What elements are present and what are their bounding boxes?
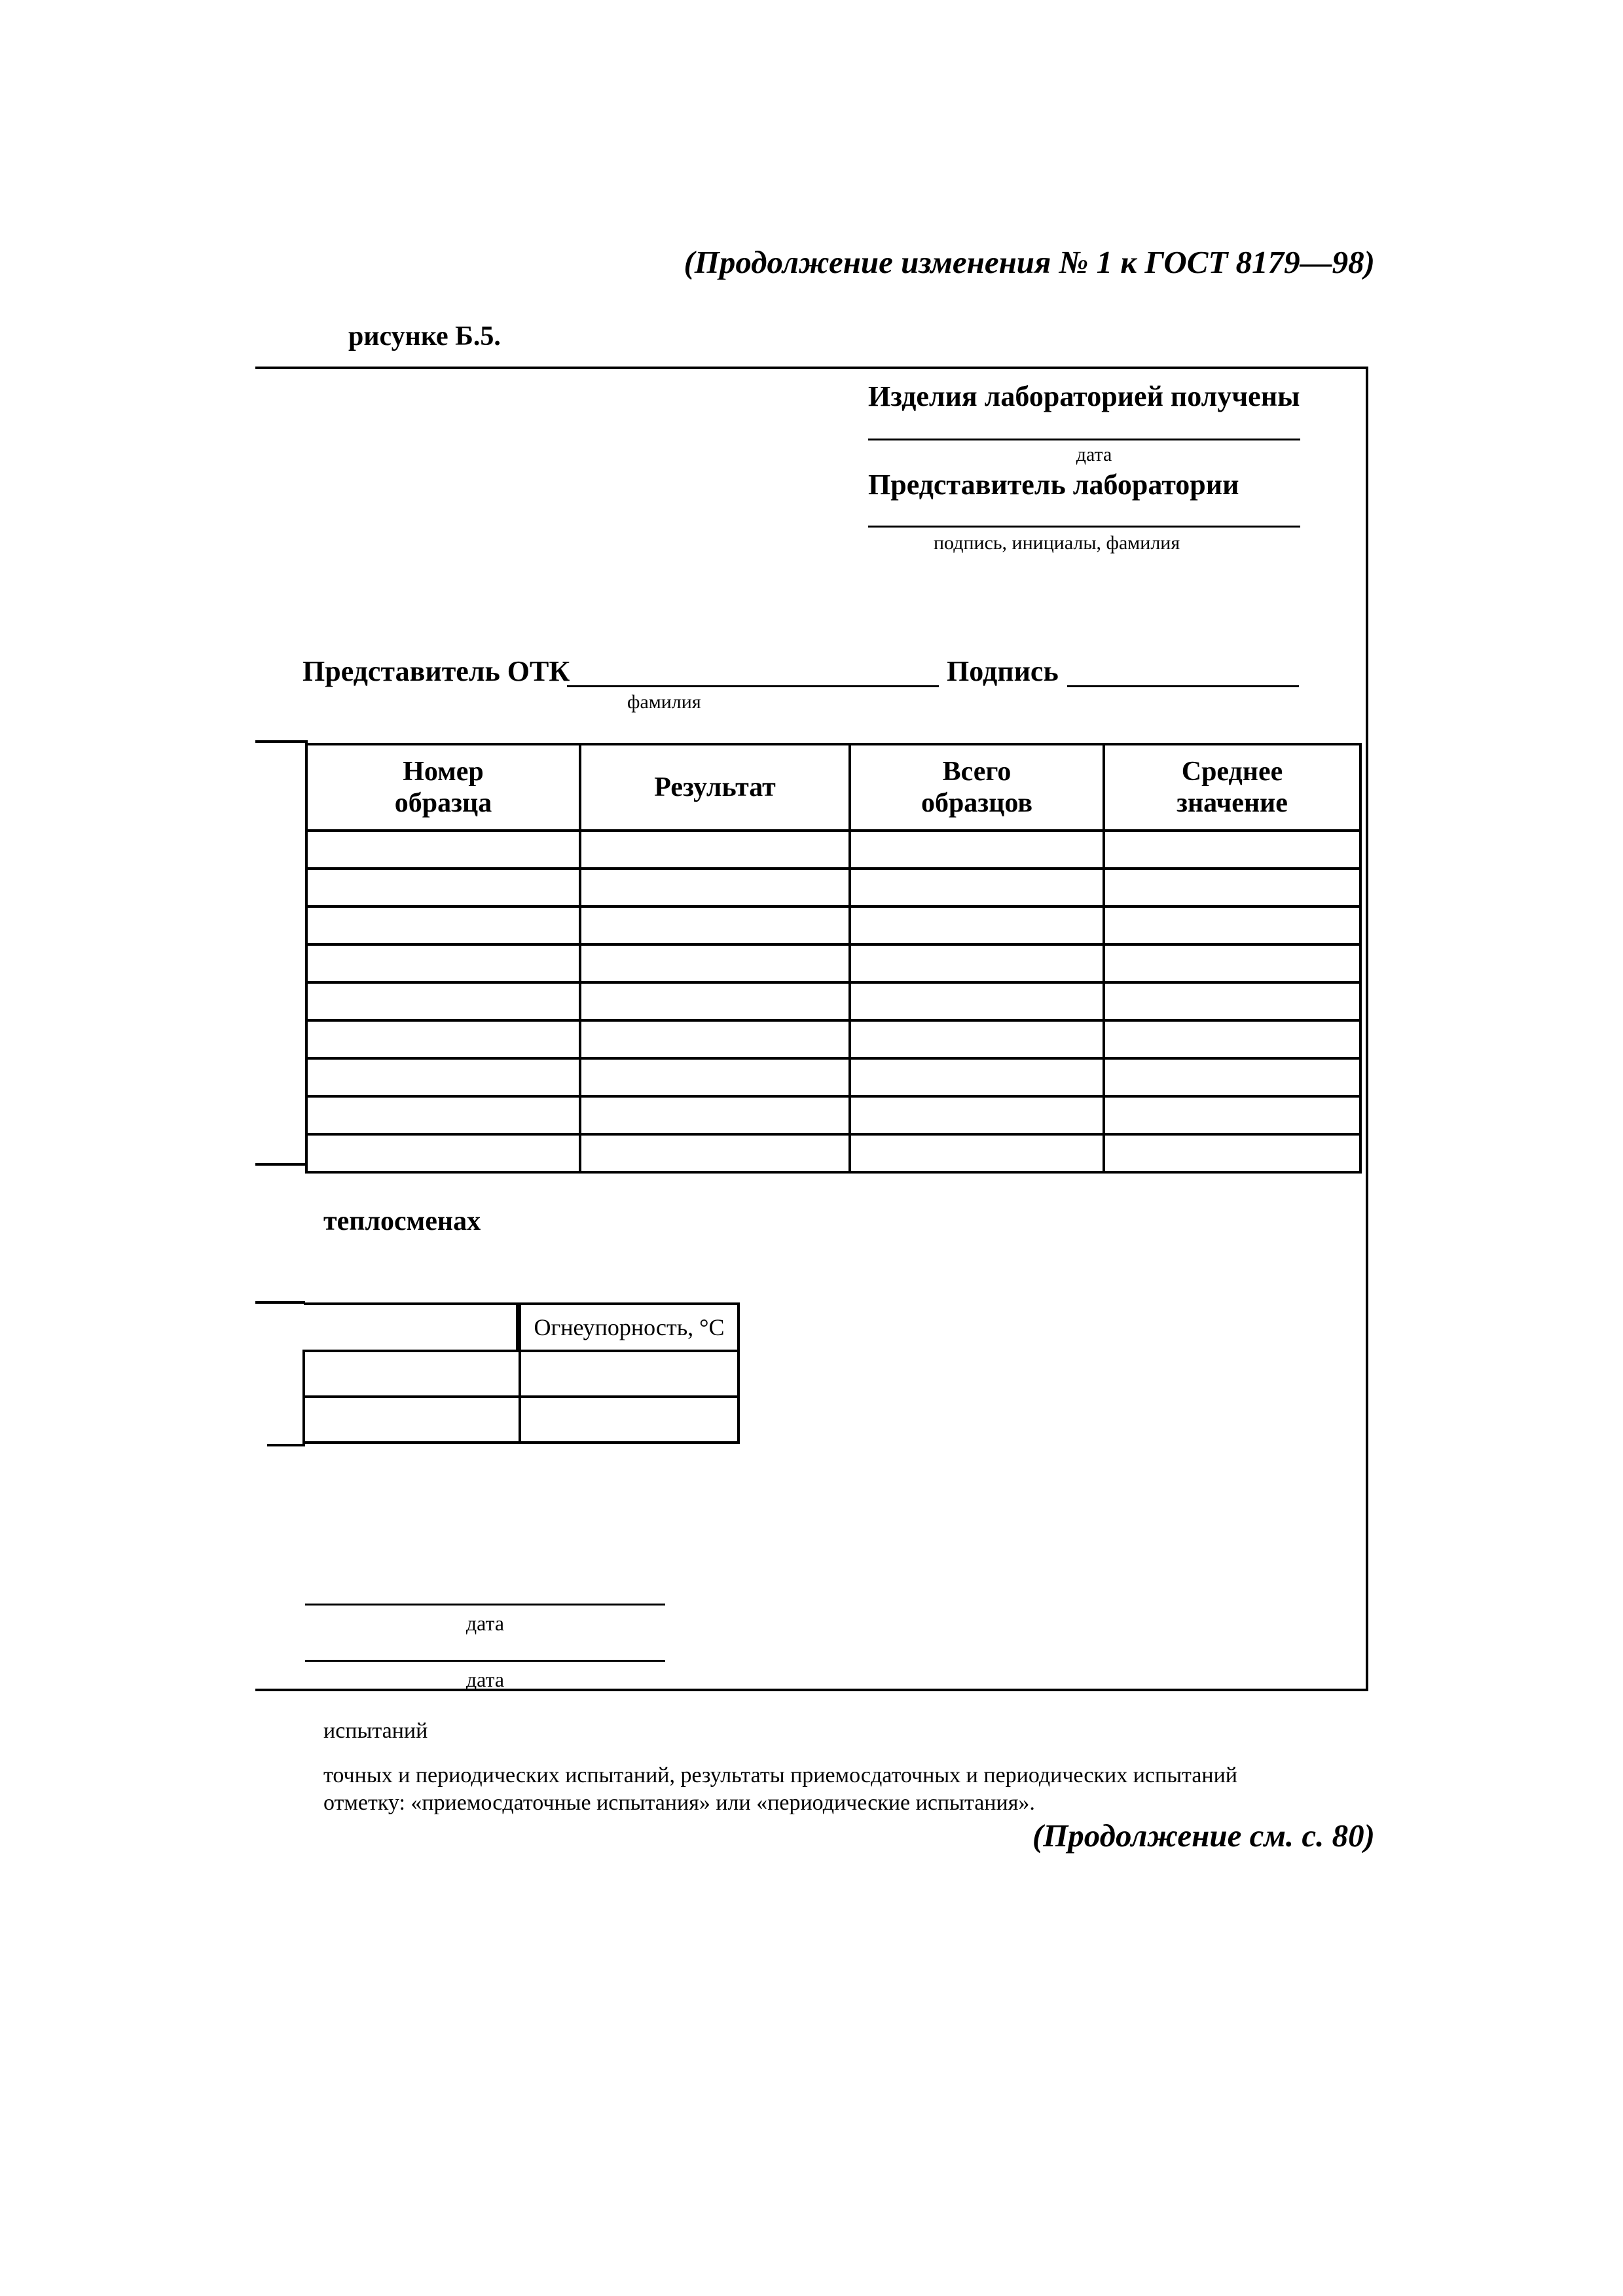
thermal-cycles-label: теплосменах bbox=[323, 1206, 481, 1236]
table-cell[interactable] bbox=[580, 1134, 850, 1172]
results-table-header-row bbox=[306, 744, 1360, 831]
received-date-line[interactable] bbox=[868, 439, 1300, 440]
table-cell[interactable] bbox=[306, 1134, 580, 1172]
table-cell[interactable] bbox=[304, 1351, 520, 1397]
table-cell[interactable] bbox=[306, 1020, 580, 1058]
otk-signature-line[interactable] bbox=[1067, 685, 1299, 687]
table-cell[interactable] bbox=[850, 831, 1104, 869]
table-cell[interactable] bbox=[1104, 1020, 1360, 1058]
table-cell[interactable] bbox=[580, 906, 850, 944]
table-cell[interactable] bbox=[520, 1351, 739, 1397]
table-row bbox=[306, 1096, 1360, 1134]
col-average-value: Среднее значение bbox=[1104, 744, 1360, 831]
table-cell[interactable] bbox=[580, 869, 850, 906]
table-cell[interactable] bbox=[850, 944, 1104, 982]
lab-representative-label: Представитель лаборатории bbox=[868, 469, 1239, 501]
table-cell[interactable] bbox=[1104, 869, 1360, 906]
footer-line-3: отметку: «приемосдаточные испытания» или «периодические испытания». bbox=[323, 1791, 1035, 1815]
table-row bbox=[306, 1058, 1360, 1096]
continuation-footer: (Продолжение см. с. 80) bbox=[1032, 1818, 1375, 1854]
table-cell[interactable] bbox=[580, 944, 850, 982]
table-cell[interactable] bbox=[306, 944, 580, 982]
table-cell[interactable] bbox=[850, 1134, 1104, 1172]
table-cell[interactable] bbox=[850, 906, 1104, 944]
table-row bbox=[306, 1134, 1360, 1172]
figure-reference: рисунке Б.5. bbox=[348, 321, 501, 351]
table-cell[interactable] bbox=[580, 1020, 850, 1058]
frame-right-border bbox=[1366, 367, 1368, 1690]
date-caption-1: дата bbox=[465, 1611, 505, 1635]
table-cell[interactable] bbox=[306, 869, 580, 906]
table-row bbox=[306, 906, 1360, 944]
col-result: Результат bbox=[580, 744, 850, 831]
table-cell[interactable] bbox=[304, 1397, 520, 1443]
col-sample-number: Номер образца bbox=[306, 744, 580, 831]
otk-name-caption: фамилия bbox=[627, 691, 701, 713]
table-row bbox=[306, 1020, 1360, 1058]
col-refractoriness: Огнеупорность, °С bbox=[520, 1304, 739, 1351]
table-row bbox=[304, 1397, 739, 1443]
refractory-header-blank bbox=[304, 1304, 520, 1351]
table-cell[interactable] bbox=[580, 1058, 850, 1096]
col-total-samples: Всего образцов bbox=[850, 744, 1104, 831]
table-cell[interactable] bbox=[850, 1096, 1104, 1134]
refractory-table bbox=[302, 1302, 740, 1444]
table-cell[interactable] bbox=[1104, 831, 1360, 869]
table-cell[interactable] bbox=[1104, 1058, 1360, 1096]
frame-top-border bbox=[255, 367, 1368, 369]
table-left-stub-top bbox=[255, 740, 308, 743]
table-cell[interactable] bbox=[850, 1020, 1104, 1058]
table-cell[interactable] bbox=[850, 982, 1104, 1020]
table-cell[interactable] bbox=[1104, 1096, 1360, 1134]
table-row bbox=[306, 869, 1360, 906]
received-label: Изделия лабораторией получены bbox=[868, 380, 1300, 412]
table-cell[interactable] bbox=[850, 1058, 1104, 1096]
date-caption-2: дата bbox=[465, 1668, 505, 1691]
table-cell[interactable] bbox=[306, 831, 580, 869]
table-cell[interactable] bbox=[1104, 1134, 1360, 1172]
refractory-left-stub-top bbox=[255, 1301, 305, 1304]
refractory-left-stub-bottom bbox=[267, 1444, 305, 1446]
table-cell[interactable] bbox=[306, 982, 580, 1020]
table-cell[interactable] bbox=[306, 1058, 580, 1096]
table-cell[interactable] bbox=[580, 831, 850, 869]
table-cell[interactable] bbox=[580, 982, 850, 1020]
signature-label: Подпись bbox=[947, 655, 1059, 687]
lab-signature-line[interactable] bbox=[868, 526, 1300, 528]
table-row bbox=[304, 1351, 739, 1397]
table-cell[interactable] bbox=[306, 906, 580, 944]
table-row bbox=[306, 944, 1360, 982]
date-caption: дата bbox=[1076, 444, 1112, 465]
footer-line-1: испытаний bbox=[323, 1719, 428, 1743]
table-cell[interactable] bbox=[850, 869, 1104, 906]
table-cell[interactable] bbox=[1104, 906, 1360, 944]
continuation-header: (Продолжение изменения № 1 к ГОСТ 8179—98) bbox=[684, 244, 1375, 280]
table-left-stub-bottom bbox=[255, 1163, 308, 1166]
table-cell[interactable] bbox=[580, 1096, 850, 1134]
date-line-1[interactable] bbox=[305, 1604, 665, 1605]
otk-name-line[interactable] bbox=[567, 685, 939, 687]
footer-line-2: точных и периодических испытаний, результаты приемосдаточных и периодических испытаний bbox=[323, 1763, 1237, 1787]
otk-representative-label: Представитель ОТК bbox=[302, 655, 570, 687]
table-cell[interactable] bbox=[1104, 982, 1360, 1020]
signature-caption: подпись, инициалы, фамилия bbox=[934, 532, 1180, 554]
table-row bbox=[306, 831, 1360, 869]
table-cell[interactable] bbox=[1104, 944, 1360, 982]
table-cell[interactable] bbox=[520, 1397, 739, 1443]
table-cell[interactable] bbox=[306, 1096, 580, 1134]
results-table bbox=[305, 743, 1362, 1174]
refractory-header-row bbox=[304, 1304, 739, 1351]
table-row bbox=[306, 982, 1360, 1020]
date-line-2[interactable] bbox=[305, 1660, 665, 1662]
